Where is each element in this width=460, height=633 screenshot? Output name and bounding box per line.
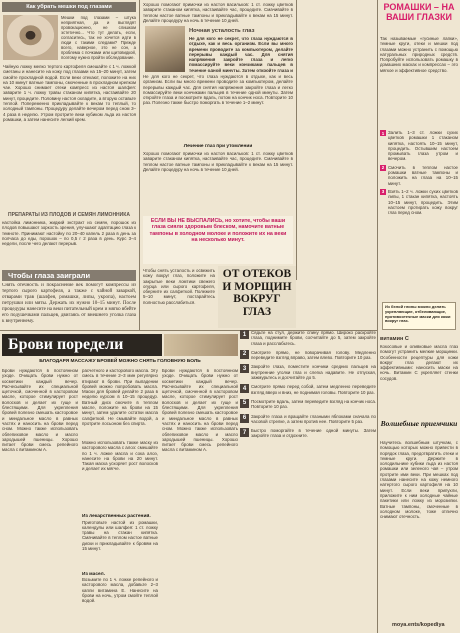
section-body: Чайную ложку мелко тертого картофеля смешайте с 1 ч. ложкой сметаны и нанесите на кожу под глазами на 15–20 минут, затем смойте прохладной водой. Если веки отекают, положите на них на 10 минут ватные тампоны, смоченные в прохладном крепком чае. Хорошо снимает отеки компресс из настоя шалфея: заварите 1 ч. ложку травы стаканом кипятка, настаивайте 20 минут, процедите. Половину настоя охладите, а вторую оставьте теплой. Попеременно прикладывайте к векам то теплый, то холодный тампоны. Процедуру делайте вечером перед сном 3–4 раза в неделю. Утром протрите веки кубиком льда из настоя ромашки, а затем нанесите легкий крем. [3,64,136,122]
step-number: 5 [240,399,249,408]
section-intro: Мешки под глазами – штука неприятная, да и выглядят провокационно, не слишком эстетично... Что тут делать, если, согласитесь, так не хочется идти в люди с такими следами? Прежде всего, наверное, это не сон, а проблема с почками или щитовидкой, поэтому нужно пройти обследование. [61,15,136,60]
step-item [240,384,376,395]
step-item [240,350,376,361]
step-number: 3 [381,189,385,195]
step-number: 3 [240,364,249,373]
step-text: Смочить в теплом настое ромашки ватные тампоны и положить на глаза на 10–15 минут. [388,164,458,186]
step-text: Смотрите прямо перед собой, затем медленно переведите взгляд вверх и вниз, не поднимая головы. Повторите 10 раз. [251,384,376,395]
step-text: Смотрите прямо, не поворачивая голову. Медленно переведите взгляд вправо, затем влево. Повторите 10 раз. [251,349,376,361]
section-title: Брови поредели [2,334,162,356]
section-lead: Хорошо помогают примочки из настоя васильков: 1 ст. ложку цветков заварите стаканом кипятка, настаивайте час, процедите. Смачивайте в теплом настое ватные тампоны и прикладывайте к векам на 15 минут. Делайте процедуру на ночь в течение 10 дней. [143,2,293,23]
brows-masks [82,514,158,628]
step-number: 2 [240,350,249,359]
step-item [380,189,458,215]
step-item [240,428,376,439]
step-item [240,364,376,380]
section-body: настойка лимонника, жидкий экстракт из семян, порошок из плодов повышают зоркость зрения, улучшают адаптацию глаза к темноте. Принимают настойку по 20–40 капель 2 раза в день за полчаса до еды, порошок – по 0,5 г 2 раза в день. Курс 3–4 недели, после чего делают перерыв. [2,220,136,247]
bright-eyes-callout [143,216,293,264]
headline-text: ОТ ОТЕКОВ И МОРЩИН ВОКРУГ ГЛАЗ [222,268,292,318]
step-text: Быстро поморгайте в течение одной минуты. Затем закройте глаза и отдохните. [251,428,376,439]
step-number: 1 [381,130,385,136]
source-credit: moya.ents/kopediya [392,622,445,628]
mask-title: Из масел. [82,571,106,577]
section-title: ПРЕПАРАТЫ ИЗ ПЛОДОВ И СЕМЯН ЛИМОННИКА [8,212,130,218]
brows-col-2b: Можно использовать также маску из касторового масла с алоэ: смешайте по 1 ч. ложке масла и сока алоэ, нанесите на брови на 20 минут. Такая маска ускоряет рост волосков и делает их мягче. [82,440,158,472]
step-item [240,330,376,346]
section-intro: Не для кого не секрет, что глаза нуждаются в отдыхе, как и весь организм. Если вы много времени проводите за компьютером, делайте перерывы каждый час. Для снятия напряжения закройте глаза и легко помассируйте веки кончиками пальцев в течение одной минуты. Затем откройте глаза и [189,36,293,72]
tired-eyes-section [2,270,136,328]
section-body-2: Хорошо помогают примочки из настоя васильков: 1 ст. ложку цветков заварите стаканом кипятка, настаивайте час, процедите. Смачивайте в теплом настое ватные тампоны и прикладывайте к векам на 15 минут. Делайте процедуру на ночь в течение 10 дней. [143,151,293,172]
brows-col-2: расчетного и касторового масла. Эту смесь в течение 2–3 мин регулярно втирают в брови. При выпадении бровей можно попробовать масла. Маски для бровей делайте 2 раза в неделю курсом в 10–15 процедур. Ватный диск смочите в теплом масле, положите на брови на 15 минут, затем удалите остатки масла салфеткой. Не смывайте водой, а протрите лосьоном без спирта. [82,368,158,426]
column-rule [296,0,297,280]
section-title: Как убрать мешки под глазами [2,2,136,12]
column-rule [377,0,378,633]
steps-list [240,330,376,439]
fresh-skin-text: Чтобы снять усталость и освежить кожу вокруг глаз, положите на закрытые веки ломтики свежего огурца или сырого картофеля, оберните их салфеткой. Полежите 5–10 минут, постарайтесь полностью расслабиться. [143,268,215,305]
eye-bags-section [2,2,136,208]
step-item [380,165,458,186]
clay-note: Из белой глины можно делать укрепляющие, отбеливающие, противоотечные маски для кожи вокруг глаз. [382,302,456,330]
step-item [240,414,376,425]
wrinkles-steps [240,330,376,630]
wrinkles-headline [218,266,296,328]
section-title: витамин С [380,336,409,342]
step-text: Закройте глаза, поместите кончики средних пальцев на внутренние уголки глаз и слегка надавите. Не отпуская, зажмурьтесь и досчитайте до 5. [251,364,376,381]
section-body: Не для кого не секрет, что глаза нуждаются в отдыхе, как и весь организм. Если вы много времени проводите за компьютером, делайте перерывы каждый час. Для снятия напряжения закройте глаза и легко помассируйте веки кончиками пальцев в течение одной минуты. Затем откройте глаза и посмотрите вдаль, потом на кончик носа. Повторите 10 раз. Полезно также быстро поморгать в течение 1–2 минут. [143,74,293,106]
step-text: Посмотрите вдаль, затем переведите взгляд на кончик носа. Повторите 10 раз. [251,398,376,410]
mask-text: Приготовьте настой из ромашки, календулы или шалфея: 1 ст. ложку травы на стакан кипятка. Смачивайте в теплом настое ватные диски и прикладывайте к бровям на 15 минут. [82,519,158,552]
lime-section [2,212,136,267]
section-subtitle: БЛАГОДАРЯ МАССАЖУ БРОВЕЙ МОЖНО СНЯТЬ ГОЛОВНУЮ БОЛЬ [39,359,201,364]
step-number: 2 [381,165,385,171]
section-subhead: Лечение глаз при утомлении [183,144,253,149]
section-body: Снять отечность и покраснение век помогут компрессы из тертого сырого картофеля, а также с чайной заваркой, отварами трав (шалфея, ромашки, липы, укропа), настоем петрушки или мяты. Держать их нужно 10–15 минут. После процедуры нанесите на веки питательный крем и мягко вбейте его подушечками пальцев, двигаясь от внешнего уголка глаза к внутреннему. [2,283,136,324]
step-text: Взять 1–2 ч. ложки сухих цветков липы, 1 стакан кипятка, настоять 10–15 минут, процедить. Этим настоем протирать кожу вокруг глаз перед сном. [388,188,458,216]
section-body: Кокосовые и оливковые масла глаз помогут устранить мелкие морщинки. Особенности рецептуры для кожи вокруг глаз делают их эффективными: наносить маски на ночь. Витамин С укрепляет стенки сосудов. [380,344,458,381]
brows-col-3: Брови нуждаются в постоянном уходе. Очищать брови нужно от косметики каждый вечер. Расчесывайте их специальной щеточкой, смоченной в касторовом масле, которое стимулирует рост волосков и делает их гуще и блестящими. Для укрепления бровей полезно смешать касторовое и миндальное масло в равных частях и наносить на брови перед сном. Можно также использовать облепиховое масло и масло зародышей пшеницы. Хорошо питает брови смесь репейного масла с витамином А. [162,368,238,453]
woman-photo [145,26,185,72]
chamomile-section [380,2,458,332]
step-number: 6 [240,414,249,423]
step-item [380,130,458,162]
column-rule [139,0,140,330]
eye-fatigue-section [143,2,293,214]
section-body: Так называемые «гусиные лапки», темные круги, отеки и мешки под глазами можно устранить с помощью натуральных природных средств. Попробуйте использовать ромашку в домашних масках и компрессах – это мягкое и эффективное средство. [380,36,458,73]
step-number: 1 [240,330,249,339]
vitamin-section [380,336,458,418]
mask-text: Возьмите по 1 ч. ложке репейного и касторового масла, добавьте 2–3 капли витамина Е. Нанесите на брови на ночь, утром смойте теплой водой. [82,577,158,604]
step-text: Залить 1–3 ст. ложки сухих цветков ромашки 1 стаканом кипятка, настоять 10–15 минут, процедить. Остывшим настоем промывать глаза утром и вечером. [388,130,458,162]
eye-photo [3,15,58,60]
section-title: РОМАШКИ – НА ВАШИ ГЛАЗКИ [383,2,455,22]
section-title: Ночная усталость глаз [189,28,255,34]
step-number: 4 [240,384,249,393]
mask-title: Из лекарственных растений. [82,514,151,519]
step-text: Сядьте на стул, держите спину прямо. Широко раскройте глаза, поднимите брови, сосчитайте до 5, затем закройте глаза и расслабьтесь. [251,330,376,346]
brow-photo [164,334,238,356]
steps-list [380,130,458,300]
brows-section [2,334,238,630]
brows-col-1: Брови нуждаются в постоянном уходе. Очищать брови нужно от косметики каждый вечер. Расчесывайте их специальной щеточкой, смоченной в касторовом масле, которое стимулирует рост волосков и делает их гуще и блестящими. Для укрепления бровей полезно смешать касторовое и миндальное масло в равных частях и наносить на брови перед сном. Можно также использовать облепиховое масло и масло зародышей пшеницы. Хорошо питает брови смесь репейного масла с витамином А. [2,368,78,453]
section-body: Научитесь волшебным штучкам, с помощью которых можно привести в порядок глаза, предотвратить отеки и темные круги. Держите в холодильнике кубики льда из настоя ромашки или зеленого чая – утром протрите ими веки. При мешках под глазами нанесите на кожу немного натертого сырого картофеля на 10 минут. Если веки припухли, приложите к ним холодные чайные пакетики или ложку из морозилки. Ватные тампоны, смоченные в холодном молоке, тоже отлично снимают отечность. [380,440,458,520]
section-title: Чтобы глаза заиграли [2,270,136,281]
step-number: 7 [240,428,249,437]
callout-text: ЕСЛИ ВЫ НЕ ВЫСПАЛИСЬ, но хотите, чтобы ваши глаза сияли здоровым блеском, намочите ватные тампоны в холодном молоке и положите их на веки на несколько минут. [149,218,287,244]
tricks-section [380,420,458,620]
step-item [240,399,376,410]
step-text: Закройте глаза и вращайте глазными яблоками сначала по часовой стрелке, а затем против нее. Повторите 5 раз. [251,413,376,424]
section-title: Волшебные приемчики [380,420,458,428]
